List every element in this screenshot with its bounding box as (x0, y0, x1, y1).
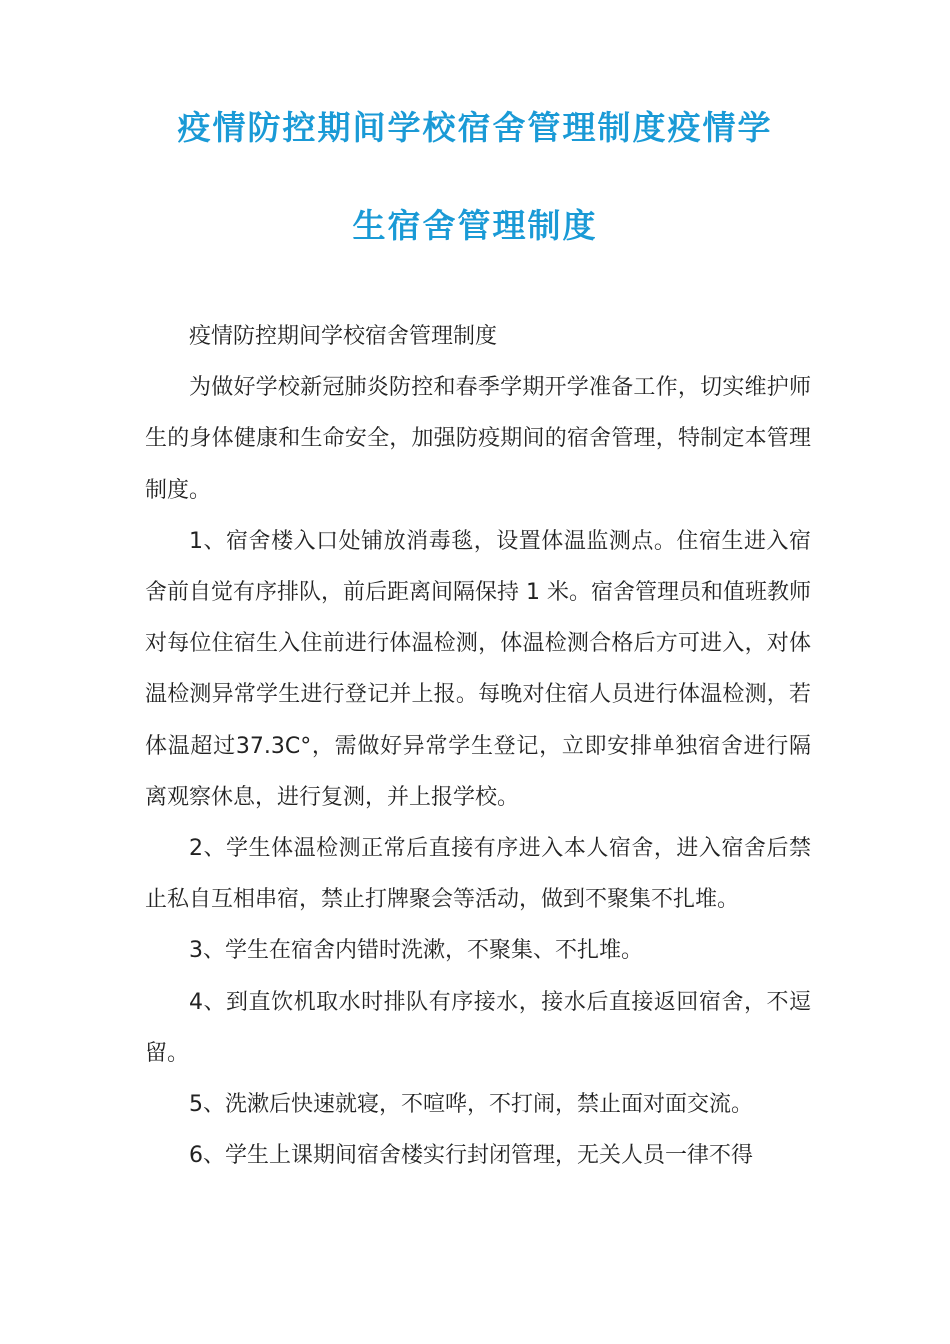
paragraph-item-1: 1、宿舍楼入口处铺放消毒毯，设置体温监测点。住宿生进入宿舍前自觉有序排队，前后距离间隔保持 1 米。宿舍管理员和值班教师对每位住宿生入住前进行体温检测，体温检测合格后方可进入，对体温检测异常学生进行登记并上报。每晚对住宿人员进行体温检测，若体温超过37.3C°，需做好异常学生登记，立即安排单独宿舍进行隔离观察休息，进行复测，并上报学校。 (145, 528, 811, 810)
document-body (145, 311, 811, 1181)
paragraph-item-6: 6、学生上课期间宿舍楼实行封闭管理，无关人员一律不得 (189, 1143, 753, 1169)
paragraph-subtitle: 疫情防控期间学校宿舍管理制度 (189, 324, 498, 349)
paragraph-intro: 为做好学校新冠肺炎防控和春季学期开学准备工作，切实维护师生的身体健康和生命安全，加强防疫期间的宿舍管理，特制定本管理制度。 (145, 375, 811, 503)
paragraph-item-4: 4、到直饮机取水时排队有序接水，接水后直接返回宿舍，不逗留。 (145, 989, 811, 1066)
paragraph-item-5: 5、洗漱后快速就寝，不喧哗，不打闹，禁止面对面交流。 (189, 1092, 753, 1118)
paragraph-item-3: 3、学生在宿舍内错时洗漱，不聚集、不扎堆。 (189, 938, 643, 964)
document-title-line-2: 生宿舍管理制度 (352, 206, 598, 245)
paragraph-item-2: 2、学生体温检测正常后直接有序进入本人宿舍，进入宿舍后禁止私自互相串宿，禁止打牌聚会等活动，做到不聚集不扎堆。 (145, 836, 811, 913)
document-title-line-1: 疫情防控期间学校宿舍管理制度疫情学 (177, 108, 773, 147)
